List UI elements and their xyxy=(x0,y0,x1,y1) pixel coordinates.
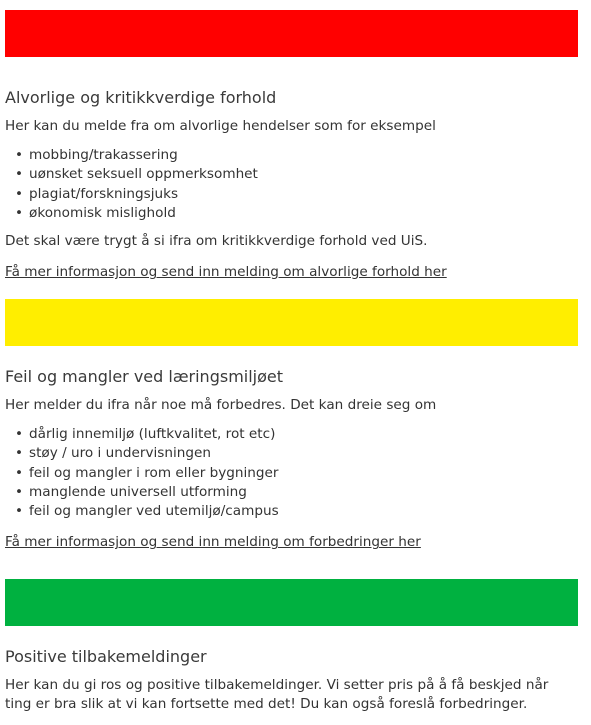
section-positive-feedback xyxy=(5,579,578,714)
bullet-icon: • xyxy=(15,445,24,462)
list-item: • støy / uro i undervisningen xyxy=(15,444,578,463)
section-intro: Her kan du melde fra om alvorlige hendelser som for eksempel xyxy=(5,118,436,134)
list-item: • feil og mangler i rom eller bygninger xyxy=(15,464,578,483)
section-learning-environment xyxy=(5,299,578,552)
green-color-bar xyxy=(5,579,578,626)
bullet-icon: • xyxy=(15,147,24,163)
bullet-icon: • xyxy=(15,204,24,221)
list-item: • feil og mangler ved utemiljø/campus xyxy=(15,502,578,521)
section-intro: Her kan du gi ros og positive tilbakemeldinger. Vi setter pris på å få beskjed når ting er bra slik at vi kan fortsette med det! Du kan også foreslå forbedringer. xyxy=(5,677,549,712)
list-item: • mobbing/trakassering xyxy=(15,146,578,165)
bullet-icon: • xyxy=(15,483,24,500)
section-heading: Positive tilbakemeldinger xyxy=(5,647,207,666)
bullet-icon: • xyxy=(15,166,24,183)
list-item: • dårlig innemiljø (luftkvalitet, rot etc) xyxy=(15,425,578,444)
examples-list xyxy=(5,146,578,223)
yellow-color-bar xyxy=(5,299,578,346)
improvements-report-link[interactable]: Få mer informasjon og send inn melding om forbedringer her xyxy=(5,534,421,551)
list-item: • plagiat/forskningsjuks xyxy=(15,185,578,204)
examples-list xyxy=(5,425,578,521)
bullet-icon: • xyxy=(15,185,24,202)
bullet-icon: • xyxy=(15,503,24,520)
list-item: • manglende universell utforming xyxy=(15,483,578,502)
serious-matters-report-link[interactable]: Få mer informasjon og send inn melding om alvorlige forhold her xyxy=(5,264,447,281)
section-serious-matters xyxy=(5,10,578,282)
section-heading: Alvorlige og kritikkverdige forhold xyxy=(5,88,277,107)
bullet-icon: • xyxy=(15,426,24,442)
red-color-bar xyxy=(5,10,578,57)
section-intro: Her melder du ifra når noe må forbedres. Det kan dreie seg om xyxy=(5,397,437,413)
section-note: Det skal være trygt å si ifra om kritikkverdige forhold ved UiS. xyxy=(5,233,428,250)
list-item: • økonomisk mislighold xyxy=(15,204,578,223)
bullet-icon: • xyxy=(15,464,24,481)
section-heading: Feil og mangler ved læringsmiljøet xyxy=(5,367,284,386)
list-item: • uønsket seksuell oppmerksomhet xyxy=(15,165,578,184)
